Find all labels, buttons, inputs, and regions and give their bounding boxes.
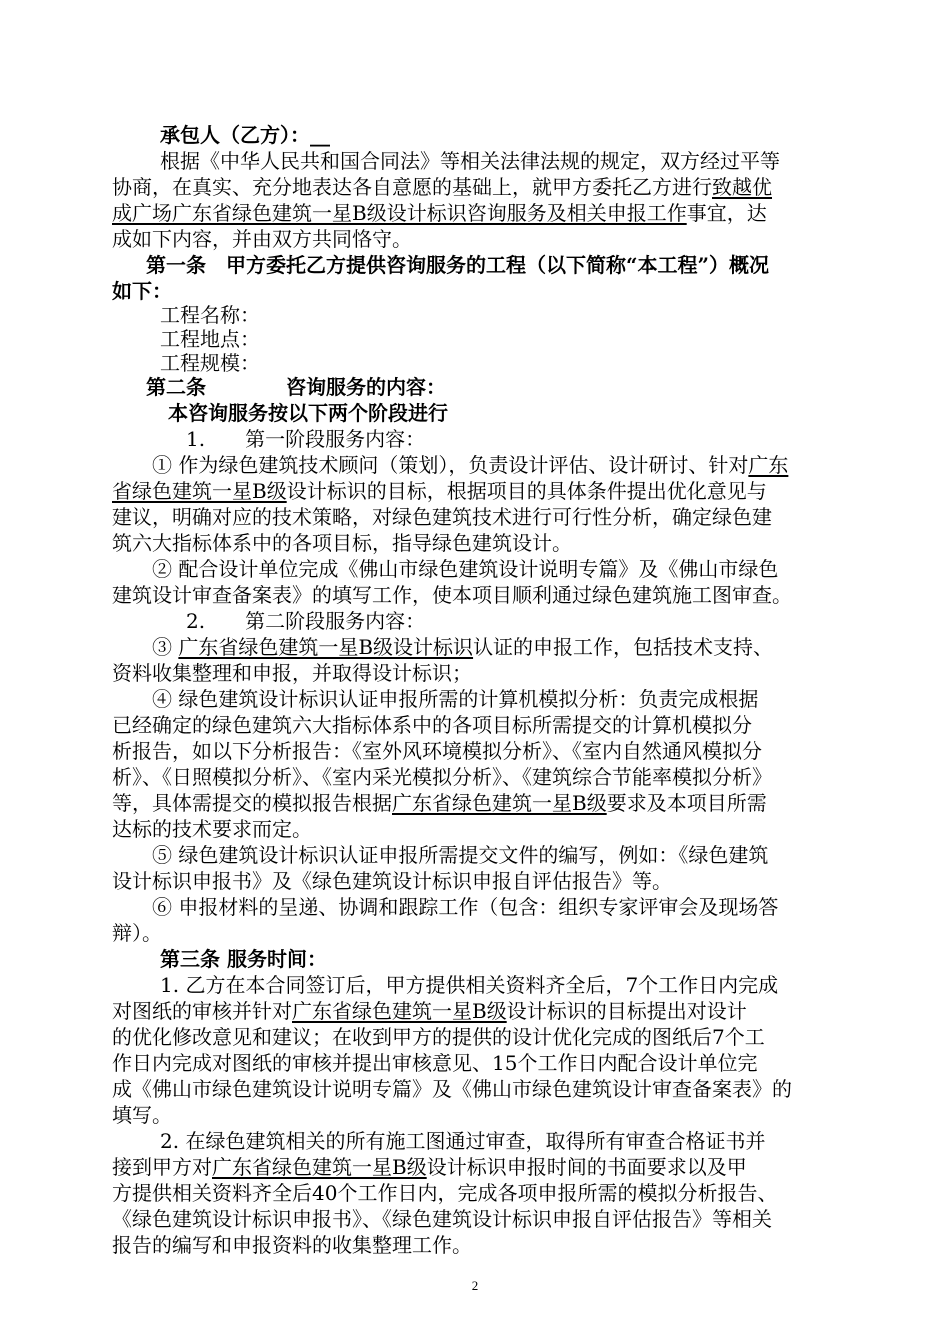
item-text: ③	[152, 635, 179, 659]
item4-line-6: 达标的技术要求而定。	[112, 817, 312, 841]
standard-underlined: 广东省绿色建筑一星B级	[392, 791, 607, 815]
article1-title-cont: 如下：	[112, 279, 172, 303]
phase2-heading: 2. 第二阶段服务内容：	[186, 609, 426, 633]
time-p1-line-5: 成《佛山市绿色建筑设计说明专篇》及《佛山市绿色建筑设计审查备案表》的	[112, 1077, 792, 1101]
item-text: 接到甲方对	[112, 1155, 212, 1179]
item-text: 对图纸的审核并针对	[112, 999, 292, 1023]
item-text: 等，具体需提交的模拟报告根据	[112, 791, 392, 815]
standard-underlined: 广东省绿色建筑一星B级	[292, 999, 507, 1023]
item4-line-5	[112, 790, 767, 816]
time-p1-line-3: 的优化修改意见和建议；在收到甲方的提供的设计优化完成的图纸后7个工	[112, 1025, 765, 1049]
preamble-text: 事宜，达	[686, 201, 767, 225]
time-p1-line-1: 1. 乙方在本合同签订后，甲方提供相关资料齐全后，7个工作日内完成	[160, 973, 779, 997]
item6-line-1: ⑥ 申报材料的呈递、协调和跟踪工作（包含：组织专家评审会及现场答	[152, 895, 779, 919]
item-text: ① 作为绿色建筑技术顾问（策划），负责设计评估、设计研讨、针对	[152, 453, 749, 477]
contractor-line	[160, 122, 330, 148]
article1-title: 第一条 甲方委托乙方提供咨询服务的工程（以下简称“本工程”）概况	[146, 253, 770, 277]
standard-underlined: 广东省绿色建筑一星B级	[212, 1155, 427, 1179]
standard-underlined: 广东	[748, 453, 789, 477]
item1-line-1	[152, 452, 788, 478]
item6-line-2: 辩）。	[112, 921, 162, 945]
preamble-line-1: 根据《中华人民共和国合同法》等相关法律法规的规定，双方经过平等	[160, 149, 780, 173]
phase1-heading: 1. 第一阶段服务内容：	[186, 427, 426, 451]
preamble-line-4: 成如下内容，并由双方共同恪守。	[112, 227, 412, 251]
item4-line-4: 析》、《日照模拟分析》、《室内采光模拟分析》、《建筑综合节能率模拟分析》	[112, 765, 772, 789]
item5-line-1: ⑤ 绿色建筑设计标识认证申报所需提交文件的编写，例如：《绿色建筑	[152, 843, 769, 867]
project-name-field: 工程名称：	[160, 303, 260, 327]
article2-title: 第二条 咨询服务的内容：	[146, 375, 446, 399]
project-name-underlined: 成广场广东省绿色建筑一星B级设计标识咨询服务及相关申报工作	[112, 201, 687, 225]
standard-underlined: 省绿色建筑一星B级	[112, 479, 287, 503]
item-text: 设计标识的目标提出对设计	[506, 999, 747, 1023]
time-p2-line-2	[112, 1154, 747, 1180]
item4-line-2: 已经确定的绿色建筑六大指标体系中的各项目标所需提交的计算机模拟分	[112, 713, 752, 737]
item-text: 设计标识的目标，根据项目的具体条件提出优化意见与	[286, 479, 767, 503]
time-p1-line-4: 作日内完成对图纸的审核并提出审核意见、15个工作日内配合设计单位完	[112, 1051, 758, 1075]
time-p2-line-5: 报告的编写和申报资料的收集整理工作。	[112, 1233, 472, 1257]
time-p2-line-1: 2. 在绿色建筑相关的所有施工图通过审查，取得所有审查合格证书并	[160, 1129, 766, 1153]
contractor-label: 承包人（乙方）：	[160, 123, 310, 147]
preamble-line-2	[112, 174, 772, 200]
item2-line-1: ② 配合设计单位完成《佛山市绿色建筑设计说明专篇》及《佛山市绿色	[152, 557, 779, 581]
preamble-line-3	[112, 200, 767, 226]
article2-intro: 本咨询服务按以下两个阶段进行	[168, 401, 448, 425]
standard-underlined: 广东省绿色建筑一星B级设计标识	[178, 635, 474, 659]
item1-line-4: 筑六大指标体系中的各项目标，指导绿色建筑设计。	[112, 531, 572, 555]
project-scale-field: 工程规模：	[160, 351, 260, 375]
item5-line-2: 设计标识申报书》及《绿色建筑设计标识申报自评估报告》等。	[112, 869, 672, 893]
item3-line-2: 资料收集整理和申报，并取得设计标识；	[112, 661, 472, 685]
article3-title: 第三条 服务时间：	[160, 947, 327, 971]
item-text: 设计标识申报时间的书面要求以及甲	[426, 1155, 747, 1179]
preamble-text: 协商，在真实、充分地表达各自意愿的基础上，就甲方委托乙方进行	[112, 175, 712, 199]
item-text: 认证的申报工作，包括技术支持、	[473, 635, 774, 659]
page-number: 2	[471, 1278, 479, 1293]
item1-line-2	[112, 478, 767, 504]
item1-line-3: 建议，明确对应的技术策略，对绿色建筑技术进行可行性分析，确定绿色建	[112, 505, 772, 529]
project-location-field: 工程地点：	[160, 327, 260, 351]
time-p1-line-2	[112, 998, 747, 1024]
time-p2-line-4: 《绿色建筑设计标识申报书》、《绿色建筑设计标识申报自评估报告》等相关	[112, 1207, 772, 1231]
item2-line-2: 建筑设计审查备案表》的填写工作，使本项目顺利通过绿色建筑施工图审查。	[112, 583, 792, 607]
contractor-blank: __	[310, 123, 330, 147]
item3-line-1	[152, 634, 773, 660]
project-name-underlined: 致越优	[712, 175, 772, 199]
item4-line-3: 析报告，如以下分析报告：《室外风环境模拟分析》、《室内自然通风模拟分	[112, 739, 762, 763]
time-p1-line-6: 填写。	[112, 1103, 172, 1127]
item4-line-1: ④ 绿色建筑设计标识认证申报所需的计算机模拟分析：负责完成根据	[152, 687, 759, 711]
item-text: 要求及本项目所需	[606, 791, 767, 815]
time-p2-line-3: 方提供相关资料齐全后40个工作日内，完成各项申报所需的模拟分析报告、	[112, 1181, 778, 1205]
